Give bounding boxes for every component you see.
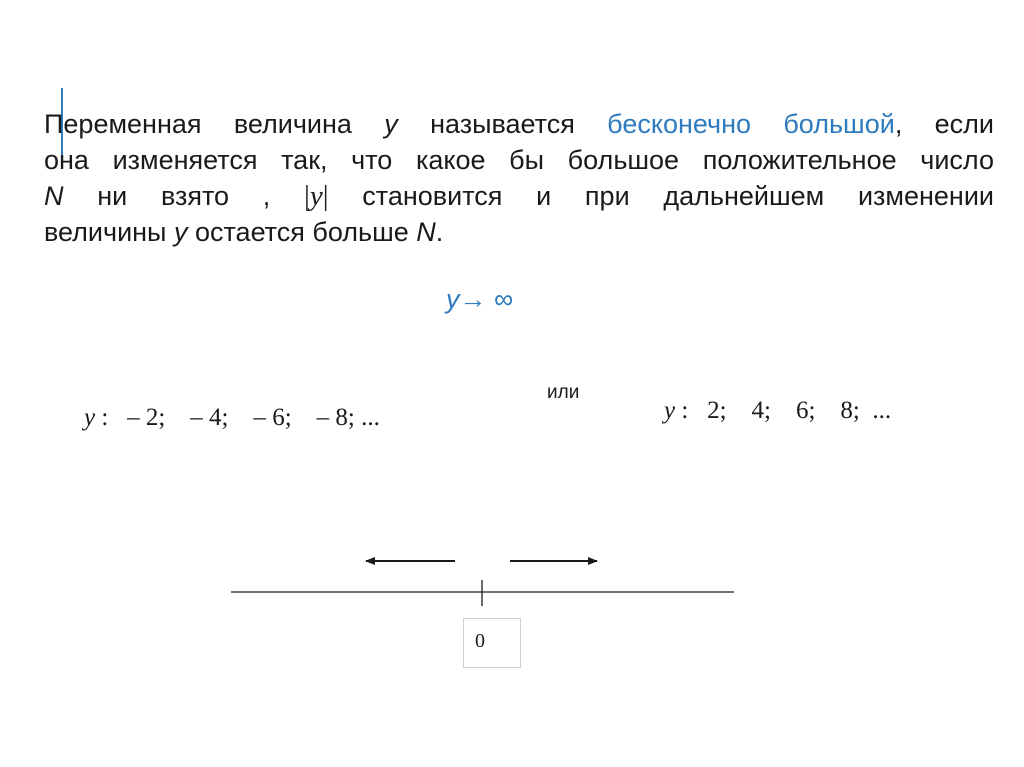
- sequence-positive-terms: 2; 4; 6; 8; ...: [707, 397, 892, 424]
- definition-line-4: величины y остается больше N.: [44, 217, 444, 247]
- origin-label: 0: [475, 630, 485, 652]
- definition-line-3: N ни взято , |y| становится и при дальнейшем изменении: [44, 180, 994, 212]
- highlighted-term: бесконечно большой: [607, 109, 895, 139]
- arrow-right-icon: →: [459, 284, 487, 314]
- definition-line-1: Переменная величина y называется бесконечно большой, если: [44, 109, 994, 139]
- sequence-positive: y : 2; 4; 6; 8; ...: [664, 397, 892, 424]
- origin-label-box: [463, 618, 521, 668]
- infinity-symbol: ∞: [494, 284, 514, 314]
- or-label: или: [547, 382, 580, 403]
- variable-y: y: [384, 109, 398, 139]
- variable-n: N: [416, 217, 436, 247]
- absolute-value-y: |y|: [304, 180, 329, 212]
- variable-n: N: [44, 181, 64, 211]
- limit-notation: y→ ∞: [446, 284, 514, 314]
- sequence-negative-terms: – 2; – 4; – 6; – 8; ...: [127, 404, 380, 431]
- variable-y: y: [173, 217, 188, 247]
- definition-line-2: она изменяется так, что какое бы большое положительное число: [44, 145, 994, 175]
- sequence-negative: y : – 2; – 4; – 6; – 8; ...: [84, 404, 380, 431]
